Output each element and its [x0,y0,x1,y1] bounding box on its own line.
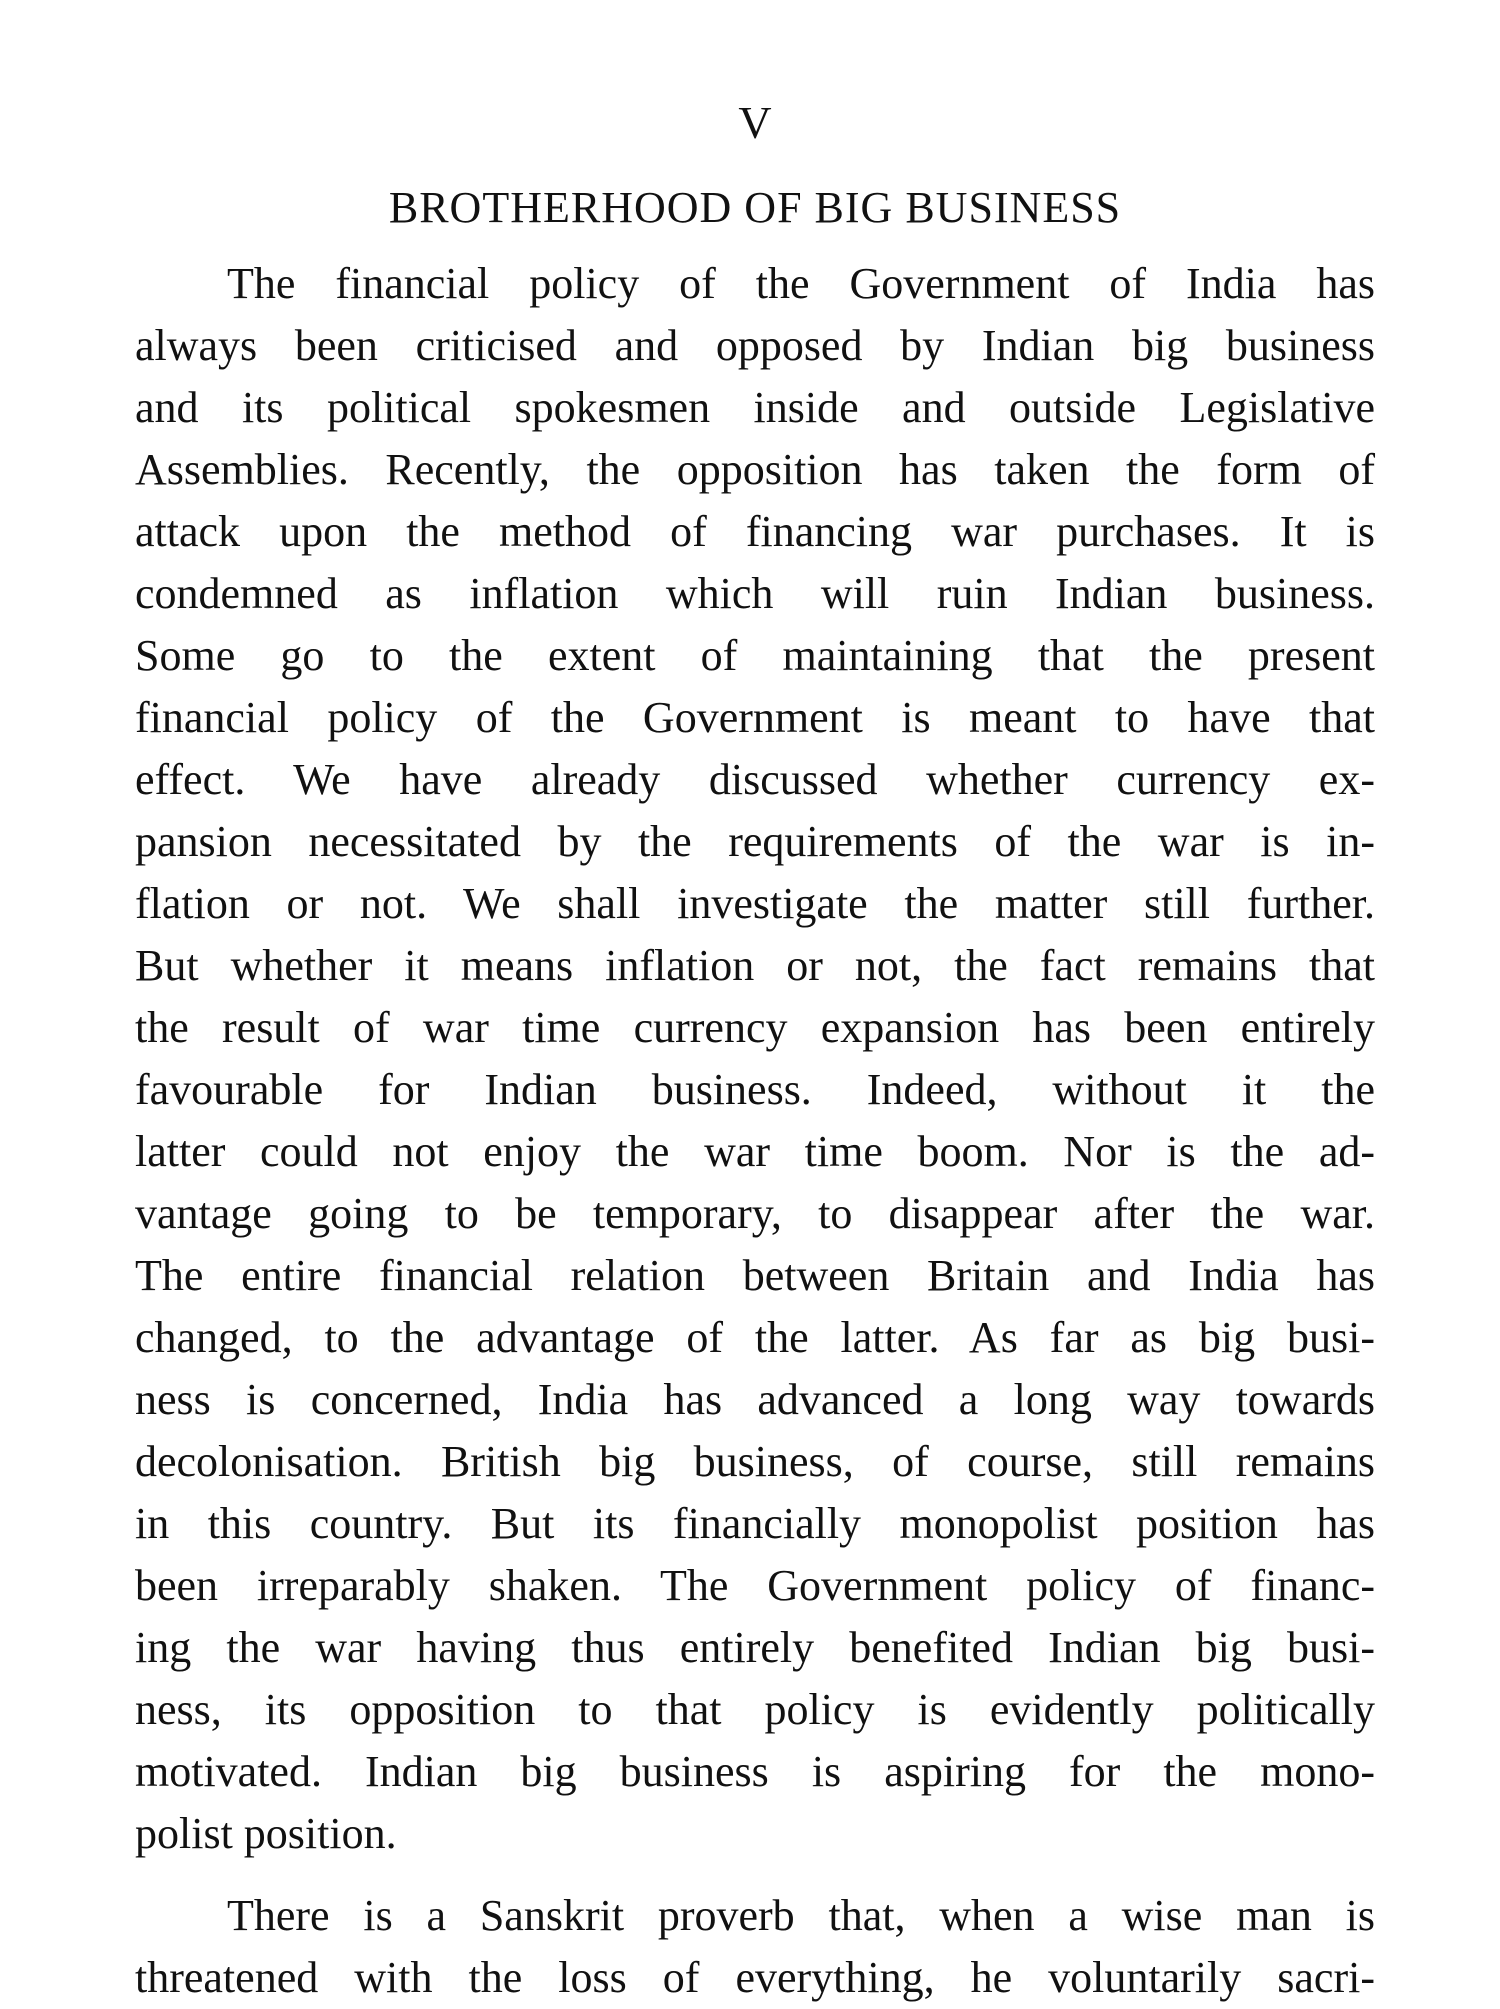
text-line: condemned as inflation which will ruin Indian business. [135,569,1375,618]
text-line: But whether it means inflation or not, the fact remains that [135,941,1375,990]
text-line: been irreparably shaken. The Government policy of financ- [135,1561,1375,1610]
text-line: and its political spokesmen inside and outside Legislative [135,383,1375,432]
text-line: There is a Sanskrit proverb that, when a wise man is [227,1891,1375,1940]
text-line: ness, its opposition to that policy is evidently politically [135,1685,1375,1734]
chapter-title: BROTHERHOOD OF BIG BUSINESS [388,183,1122,232]
text-line: favourable for Indian business. Indeed, without it the [135,1065,1375,1114]
text-line: latter could not enjoy the war time boom. Nor is the ad- [135,1127,1375,1176]
text-line: vantage going to be temporary, to disappear after the war. [135,1189,1375,1238]
text-line: The entire financial relation between Britain and India has [135,1251,1375,1300]
text-line: ness is concerned, India has advanced a long way towards [135,1375,1375,1424]
text-line: The financial policy of the Government of India has [227,259,1375,308]
text-line: threatened with the loss of everything, he voluntarily sacri- [135,1953,1375,2002]
text-line: the result of war time currency expansion has been entirely [135,1003,1375,1052]
text-line: polist position. [135,1809,397,1858]
text-line: in this country. But its financially monopolist position has [135,1499,1375,1548]
paragraph-2 [135,1885,1375,2009]
book-page [135,95,1375,2009]
text-line: Some go to the extent of maintaining that the present [135,631,1375,680]
text-line: pansion necessitated by the requirements of the war is in- [135,817,1375,866]
chapter-number: V [738,97,772,148]
text-line: Assemblies. Recently, the opposition has taken the form of [135,445,1375,494]
text-line: ing the war having thus entirely benefited Indian big busi- [135,1623,1375,1672]
text-line: decolonisation. British big business, of course, still remains [135,1437,1375,1486]
paragraph-1 [135,253,1375,1865]
chapter-body [135,253,1375,2009]
text-line: flation or not. We shall investigate the matter still further. [135,879,1375,928]
text-line: financial policy of the Government is meant to have that [135,693,1375,742]
text-line: changed, to the advantage of the latter. As far as big busi- [135,1313,1375,1362]
text-line: motivated. Indian big business is aspiring for the mono- [135,1747,1375,1796]
text-line: effect. We have already discussed whether currency ex- [135,755,1375,804]
text-line: attack upon the method of financing war purchases. It is [135,507,1375,556]
text-line: always been criticised and opposed by Indian big business [135,321,1375,370]
